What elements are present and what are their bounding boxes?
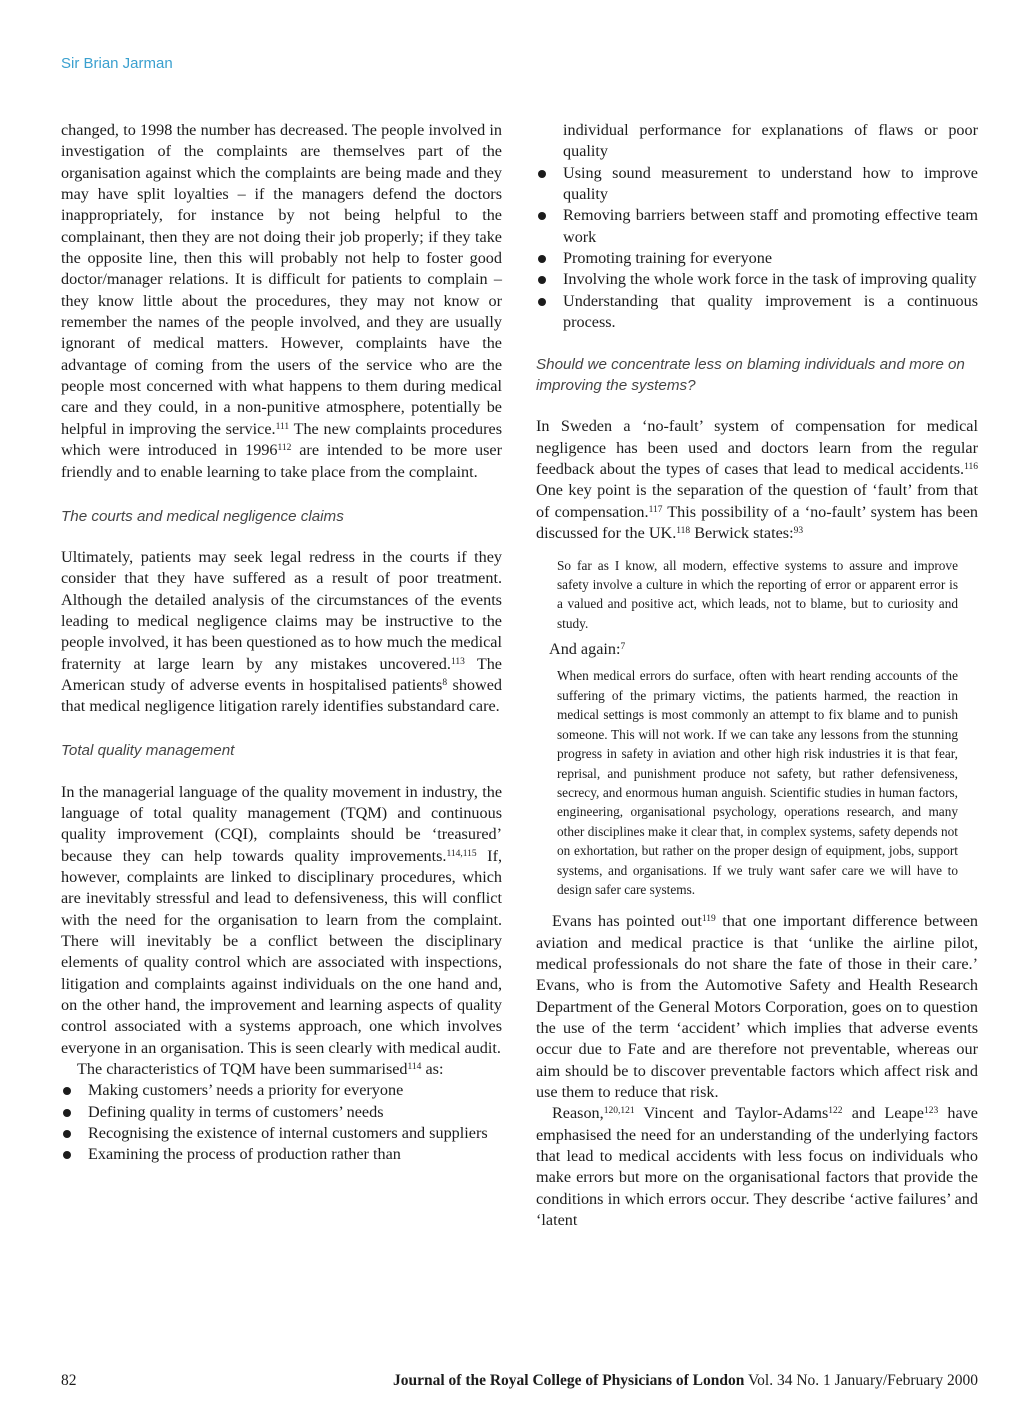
citation: 116 [964, 461, 978, 472]
citation: 120,121 [603, 1106, 635, 1117]
bullet-icon [63, 1151, 71, 1159]
bullet-icon [63, 1087, 71, 1095]
bullet-icon [538, 212, 546, 220]
paragraph-tqm: In the managerial language of the quality movement in industry, the language of total quality management (TQM) and continuous quality improvement (CQI), complaints should be ‘treasured’ because they can help towards quality improvements.$^{114,115}$ If, however, complaints are linked to disciplinary procedures, which are inevitably stressful and lead to defensiveness, this will conflict with the need for the organisation to learn from the complaint. There will inevitably be a conflict between the disciplinary elements of quality control which are associated with inspections, litigation and complaints against individuals on the one hand and, on the other hand, the improvement and learning aspects of quality control associated with a systems approach, one which involves everyone in an organisation. This is seen clearly with medical audit. [61, 782, 503, 1057]
running-header-author: Sir Brian Jarman [61, 55, 173, 72]
tqm-list-left [61, 1080, 502, 1165]
paragraph-tqm-characteristics: The characteristics of TQM have been summarised$^{114}$ as: [77, 1060, 444, 1079]
list-item: Promoting training for everyone [536, 248, 978, 269]
paragraph-reason: Reason,$^{120,121}$ Vincent and Taylor-Adams$^{122}$ and Leape$^{123}$ have emphasised the need for an understanding of the underlying factors that lead to medical accidents with less focus on individuals who make errors but more on the organisational factors that provide the conditions in which errors occur. They describe ‘active failures’ and ‘latent [536, 1104, 978, 1230]
citation: 113 [450, 656, 465, 667]
right-column [536, 120, 978, 1232]
left-column [61, 120, 502, 1166]
journal-title: Journal of the Royal College of Physicians of London [392, 1372, 745, 1389]
bullet-icon [538, 276, 546, 284]
citation: 123 [923, 1106, 939, 1117]
journal-issue: Vol. 34 No. 1 January/February 2000 [747, 1372, 978, 1389]
citation: 93 [793, 525, 804, 536]
citation: 119 [701, 914, 716, 925]
citation: 114 [407, 1061, 422, 1072]
paragraph-complaints: changed, to 1998 the number has decreased. The people involved in investigation of the complaints are themselves part of the organisation against which the complaints are being made and they may have split loyalties – if the managers defend the doctors inappropriately, for instance by not being helpful to the complainant, then they are not doing their job properly; if they take the opposite line, then this will probably not help to foster good doctor/manager relations. It is difficult for patients to complain – they know little about the procedures, they may not know or remember the names of the people involved, and they are usually ignorant of medical matters. However, complaints have the advantage of coming from the users of the service who are the people most concerned with what happens to them during medical care and they could, in a non-punitive atmosphere, potentially be helpful in improving the service.$^{111}$ The new complaints procedures which were introduced in 1996$^{112}$ are intended to be more user friendly and to enable learning to take place from the complaint. [61, 121, 503, 481]
page-number: 82 [61, 1372, 77, 1389]
citation: 8 [442, 677, 448, 688]
bullet-icon [538, 298, 546, 306]
bullet-icon [63, 1130, 71, 1138]
list-item: Defining quality in terms of customers’ needs [61, 1102, 502, 1123]
list-item: Recognising the existence of internal customers and suppliers [61, 1123, 502, 1144]
citation: 122 [828, 1106, 843, 1117]
citation: 114,115 [446, 848, 477, 859]
list-item: Removing barriers between staff and promoting effective team work [536, 205, 978, 248]
citation: 118 [676, 525, 691, 536]
list-item-continued: individual performance for explanations of flaws or poor quality [563, 121, 978, 161]
citation: 112 [277, 442, 292, 453]
paragraph-no-fault: In Sweden a ‘no-fault’ system of compensation for medical negligence has been used and doctors learn from the regular feedback about the types of cases that lead to medical accidents.$^{116}$ One key point is the separation of the question of ‘fault’ from that of compensation.$^{117}$ This possibility of a ‘no-fault’ system has been discussed for the UK.$^{118}$ Berwick states:$^{93}$ [536, 417, 978, 543]
bullet-icon [63, 1109, 71, 1117]
quote-second: When medical errors do surface, often with heart rending accounts of the suffering of the primary victims, the patients harmed, the reaction in medical settings is most commonly an attempt to fix blame and to punish someone. This will not work. If we can take any lessons from the stunning progress in safety in aviation and other high risk industries it is that fear, reprisal, and punishment produce not safety, but rather defensiveness, secrecy, and enormous human anguish. Scientific studies in human factors, engineering, organisational psychology, operations research, and many other disciplines make it clear that, in complex systems, safety depends not on exhortation, but rather on the proper design of equipment, jobs, support systems, and organisations. If we truly want safer care we will have to design safer care systems. [557, 668, 958, 897]
section-heading-blame: Should we concentrate less on blaming individuals and more on improving the systems? [536, 356, 965, 395]
citation: 117 [648, 504, 663, 515]
journal-citation [393, 1372, 978, 1390]
quote-berwick: So far as I know, all modern, effective systems to assure and improve safety involve a culture in which the reporting of error or apparent error is a valued and positive act, which leads, not to blame, but to curiosity and study. [557, 557, 958, 631]
citation: 7 [620, 641, 626, 652]
paragraph-evans: Evans has pointed out$^{119}$ that one important difference between aviation and medical practice is that ‘unlike the airline pilot, medical professionals do not share the fate of those in their care.’ Evans, who is from the Automotive Safety and Health Research Department of the General Motors Corporation, goes on to question the use of the term ‘accident’ which implies that adverse events occur due to Fate and are therefore not preventable, whereas our aim should be to discover preventable factors which affect risk and use them to reduce that risk. [536, 912, 978, 1102]
citation: 111 [275, 421, 290, 432]
and-again-line: And again:$^7$ [549, 640, 626, 659]
list-item: Examining the process of production rather than [61, 1144, 502, 1165]
list-item: Making customers’ needs a priority for everyone [61, 1080, 502, 1101]
bullet-icon [538, 255, 546, 263]
bullet-icon [538, 170, 546, 178]
tqm-list-right [536, 120, 978, 333]
section-heading-courts: The courts and medical negligence claims [61, 507, 344, 525]
list-item: Using sound measurement to understand how to improve quality [536, 163, 978, 206]
list-item: Involving the whole work force in the task of improving quality [536, 269, 978, 290]
section-heading-tqm: Total quality management [61, 741, 235, 759]
paragraph-courts: Ultimately, patients may seek legal redress in the courts if they consider that they have suffered as a result of poor treatment. Although the detailed analysis of the circumstances of the events leading to medical negligence claims may be instructive to the people involved, it has been questioned as to how much the medical fraternity at large learn by any mistakes uncovered.$^{113}$ The American study of adverse events in hospitalised patients$^8$ showed that medical negligence litigation rarely identifies substandard care. [61, 547, 502, 716]
list-item: Understanding that quality improvement is a continuous process. [536, 291, 978, 334]
